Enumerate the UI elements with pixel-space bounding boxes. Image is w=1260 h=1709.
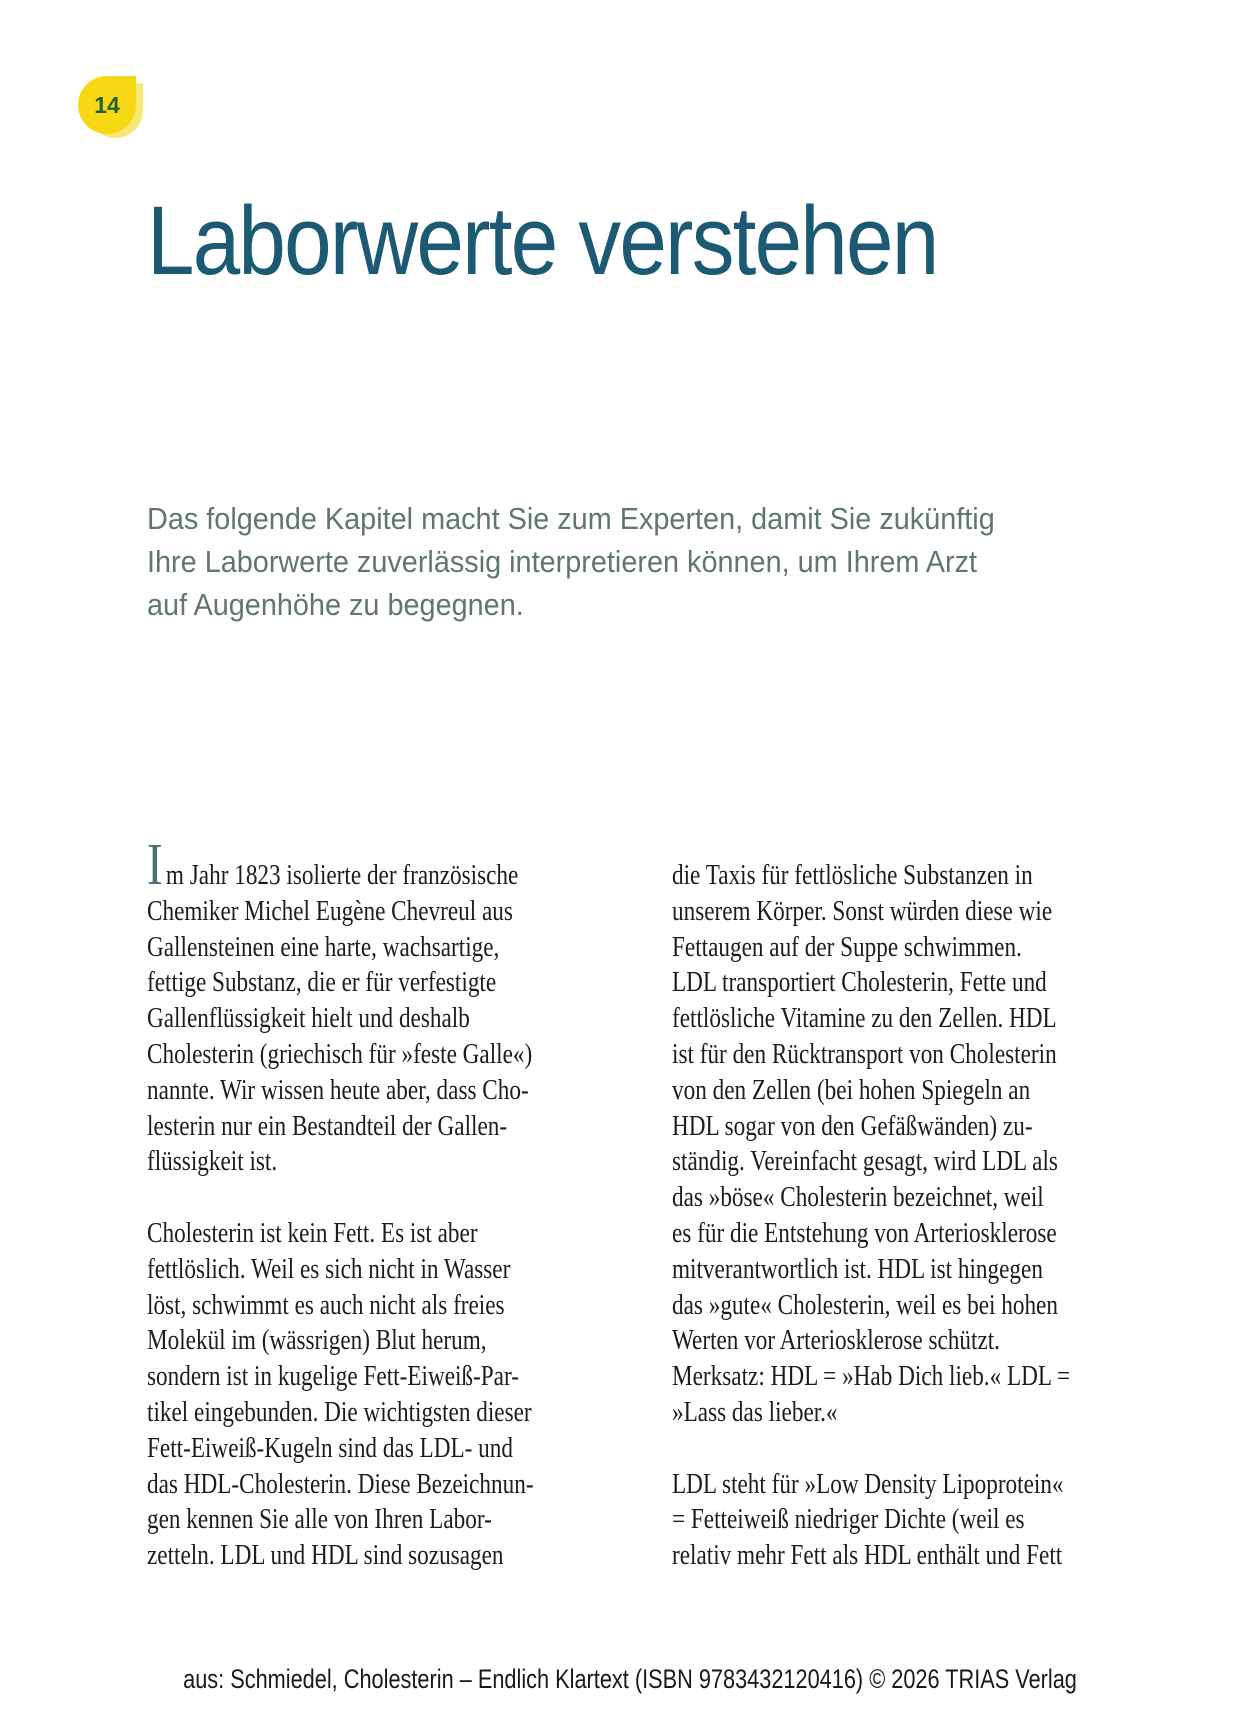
paragraph [672,1467,1070,1574]
body-column-left [147,831,534,1574]
paragraph-text: m Jahr 1823 isolierte der französische Chemiker Michel Eugène Chevreul aus Gallensteinen eine harte, wachsartige, fettige Substanz, die er für verfestigte Gallenflüssigkeit hielt und deshalb Cholesterin (griechisch für »feste Galle«) nannte. Wir wissen heute aber, dass Cho- lesterin nur ein Bestandteil der Gallen- flüssigkeit ist. [147,859,533,1178]
paragraph [147,1216,534,1574]
paragraph-text: LDL steht für »Low Density Lipoprotein« = Fetteiweiß niedriger Dichte (weil es relativ mehr Fett als HDL enthält und Fett [672,1467,1064,1572]
body-column-right [672,858,1070,1574]
chapter-number: 14 [94,91,120,118]
page-title: Laborwerte verstehen [147,186,938,295]
paragraph [147,831,534,1180]
badge-petal [78,76,136,134]
paragraph-text: Cholesterin ist kein Fett. Es ist aber fettlöslich. Weil es sich nicht in Wasser löst, schwimmt es auch nicht als freies Molekül im (wässrigen) Blut herum, sondern ist in kugelige Fett-Eiweiß-Par- tikel eingebunden. Die wichtigsten dieser Fett-Eiweiß-Kugeln sind das LDL- und das HDL-Cholesterin. Diese Bezeichnun- gen kennen Sie alle von Ihren Labor- zetteln. LDL und HDL sind sozusagen [147,1216,534,1572]
paragraph-text: die Taxis für fettlösliche Substanzen in unserem Körper. Sonst würden diese wie Fettaugen auf der Suppe schwimmen. LDL transportiert Cholesterin, Fette und fettlösliche Vitamine zu den Zellen. HDL ist für den Rücktransport von Cholesterin von den Zellen (bei hohen Spiegeln an HDL sogar von den Gefäßwänden) zu- ständig. Vereinfacht gesagt, wird LDL als das »böse« Cholesterin bezeichnet, weil es für die Entstehung von Arteriosklerose mitverantwortlich ist. HDL ist hingegen das »gute« Cholesterin, weil es bei hohen Werten vor Arteriosklerose schützt. Merksatz: HDL = »Hab Dich lieb.« LDL = »Lass das lieber.« [672,859,1071,1428]
intro-paragraph: Das folgende Kapitel macht Sie zum Experten, damit Sie zukünftig Ihre Laborwerte zuverlässig interpretieren können, um Ihrem Arzt auf Augenhöhe zu begegnen. [147,501,995,622]
drop-cap: I [147,831,163,897]
footer-credit: aus: Schmiedel, Cholesterin – Endlich Klartext (ISBN 9783432120416) © 2026 TRIAS Verlag [183,1664,1077,1694]
chapter-number-badge [78,76,144,142]
paragraph [672,858,1070,1431]
